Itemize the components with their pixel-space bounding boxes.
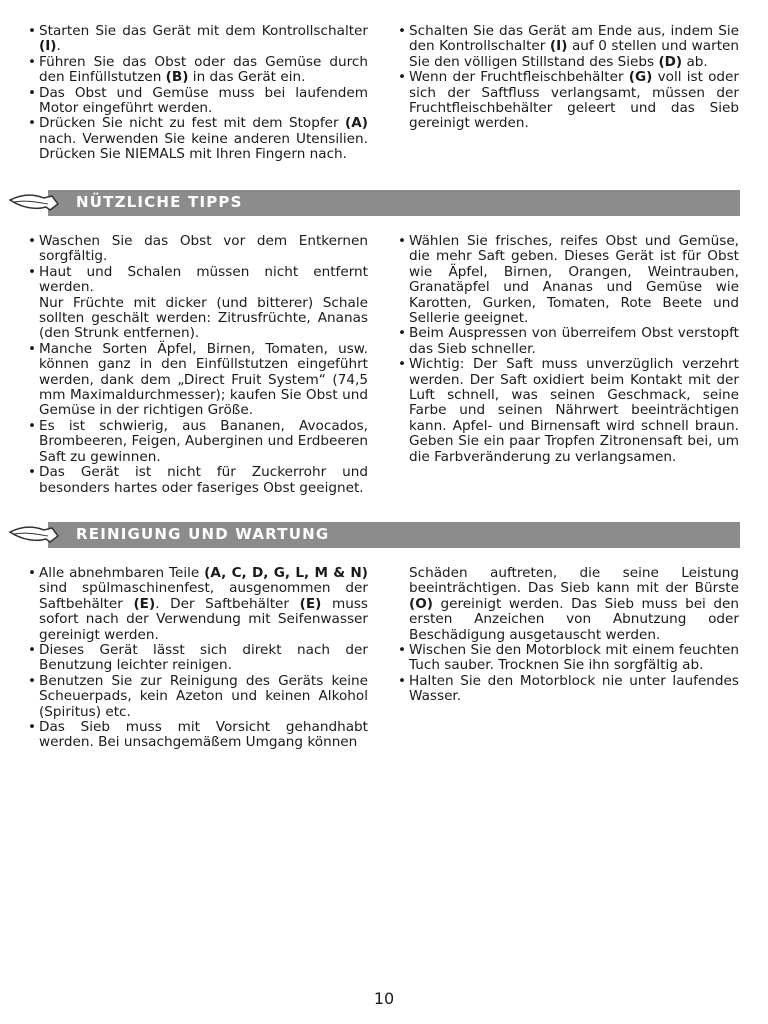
cleaning-right-column bbox=[398, 566, 739, 705]
top-left-column bbox=[28, 24, 368, 163]
section-banner-tips bbox=[8, 188, 740, 216]
section-title: NÜTZLICHE TIPPS bbox=[76, 193, 243, 211]
list-item: • Benutzen Sie zur Reinigung des Geräts keine Scheuerpads, kein Azeton und keinen Alkohol (Spiritus) etc. bbox=[28, 674, 368, 720]
list-item: • Dieses Gerät lässt sich direkt nach der Benutzung leichter reinigen. bbox=[28, 643, 368, 674]
list-item: • Führen Sie das Obst oder das Gemüse durch den Einfüllstutzen (B) in das Gerät ein. bbox=[28, 55, 368, 86]
list-item-continuation: Nur Früchte mit dicker (und bitterer) Schale sollten geschält werden: Zitrusfrüchte, Ananas (den Strunk entfernen). bbox=[39, 294, 368, 342]
list-item: • Starten Sie das Gerät mit dem Kontrollschalter (I). bbox=[28, 24, 368, 55]
list-item: • Wichtig: Der Saft muss unverzüglich verzehrt werden. Der Saft oxidiert beim Kontakt mit der Luft schnell, was seinen Geschmack, seine Farbe und seinen Nährwert beeinträchtigen kann. Apfel- und Birnensaft wird schnell braun. Geben Sie ein paar Tropfen Zitronensaft bei, um die Farbveränderung zu verlangsamen. bbox=[398, 357, 739, 465]
top-right-column bbox=[398, 24, 739, 132]
list-item: • Alle abnehmbaren Teile (A, C, D, G, L, M & N) sind spülmaschinenfest, ausgenommen der Saftbehälter (E). Der Saftbehälter (E) muss sofort nach der Verwendung mit Seifenwasser gereinigt werden. bbox=[28, 566, 368, 643]
list-item-continuation: Schäden auftreten, die seine Leistung beeinträchtigen. Das Sieb kann mit der Bürste (O) gereinigt werden. Das Sieb muss bei den ersten Anzeichen von Abnutzung oder Beschädigung ausgetauscht werden. bbox=[409, 565, 739, 643]
arrow-swoosh-icon bbox=[8, 188, 68, 218]
section-banner-cleaning bbox=[8, 520, 740, 548]
list-item: • Waschen Sie das Obst vor dem Entkernen sorgfältig. bbox=[28, 234, 368, 265]
list-item: • Haut und Schalen müssen nicht entfernt werden. bbox=[28, 265, 368, 296]
list-item: • Wählen Sie frisches, reifes Obst und Gemüse, die mehr Saft geben. Dieses Gerät ist für Obst wie Äpfel, Birnen, Orangen, Weintrauben, Granatäpfel und Ananas und Gemüse wie Karotten, Gurken, Tomaten, Rote Beete und Sellerie geeignet. bbox=[398, 234, 739, 326]
cleaning-left-column bbox=[28, 566, 368, 751]
list-item: • Halten Sie den Motorblock nie unter laufendes Wasser. bbox=[398, 674, 739, 705]
arrow-swoosh-icon bbox=[8, 520, 68, 550]
section-title: REINIGUNG UND WARTUNG bbox=[76, 525, 330, 543]
list-item: • Wischen Sie den Motorblock mit einem feuchten Tuch sauber. Trocknen Sie ihn sorgfältig ab. bbox=[398, 643, 739, 674]
page-number: 10 bbox=[373, 989, 395, 1008]
list-item: • Drücken Sie nicht zu fest mit dem Stopfer (A) nach. Verwenden Sie keine anderen Utensilien. Drücken Sie NIEMALS mit Ihren Fingern nach. bbox=[28, 116, 368, 162]
list-item: • Es ist schwierig, aus Bananen, Avocados, Brombeeren, Feigen, Auberginen und Erdbeeren Saft zu gewinnen. bbox=[28, 419, 368, 465]
list-item: • Beim Auspressen von überreifem Obst verstopft das Sieb schneller. bbox=[398, 326, 739, 357]
list-item: • Das Gerät ist nicht für Zuckerrohr und besonders hartes oder faseriges Obst geeignet. bbox=[28, 465, 368, 496]
list-item: • Schalten Sie das Gerät am Ende aus, indem Sie den Kontrollschalter (I) auf 0 stellen und warten Sie den völligen Stillstand des Siebs (D) ab. bbox=[398, 24, 739, 70]
list-item: • Wenn der Fruchtfleischbehälter (G) voll ist oder sich der Saftfluss verlangsamt, müssen der Fruchtfleischbehälter geleert und das Sieb gereinigt werden. bbox=[398, 70, 739, 132]
list-item: • Das Sieb muss mit Vorsicht gehandhabt werden. Bei unsachgemäßem Umgang können bbox=[28, 720, 368, 751]
tips-left-column bbox=[28, 234, 368, 496]
tips-right-column bbox=[398, 234, 739, 465]
list-item: • Das Obst und Gemüse muss bei laufendem Motor eingeführt werden. bbox=[28, 86, 368, 117]
list-item: • Manche Sorten Äpfel, Birnen, Tomaten, usw. können ganz in den Einfüllstutzen eingeführt werden, dank dem „Direct Fruit System“ (74,5 mm Maximaldurchmesser); kaufen Sie Obst und Gemüse in der richtigen Größe. bbox=[28, 342, 368, 419]
